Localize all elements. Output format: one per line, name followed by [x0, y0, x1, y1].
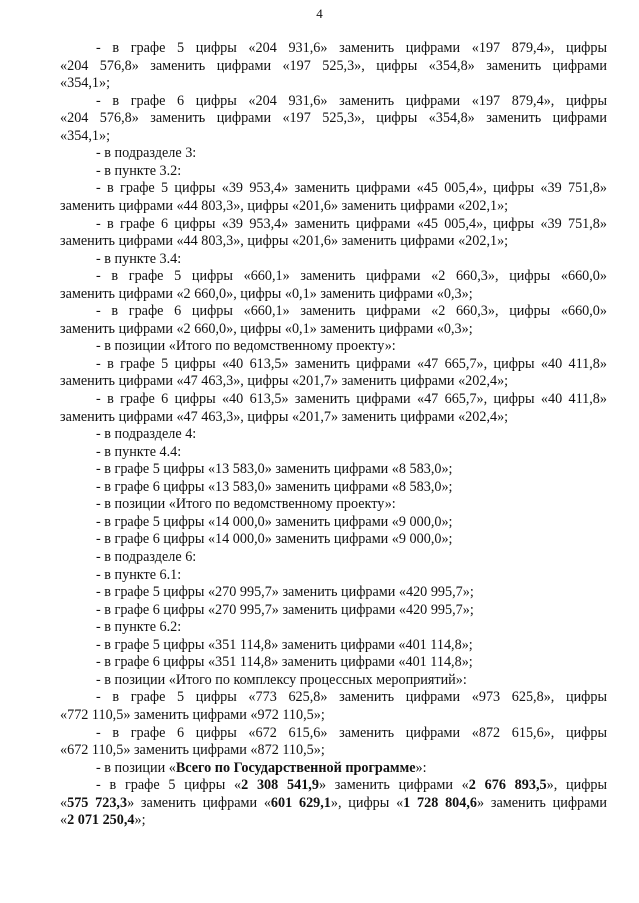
text-segment: - в графе 5 цифры «773 625,8» заменить цифрами «973 625,8», цифры — [96, 689, 607, 706]
text-segment: «672 110,5» заменить цифрами «872 110,5»; — [60, 742, 325, 758]
text-line — [60, 584, 607, 601]
text-line — [60, 409, 607, 426]
text-line — [60, 40, 607, 57]
text-segment: - в графе 6 цифры «14 000,0» заменить цифрами «9 000,0»; — [96, 531, 453, 548]
text-line — [60, 145, 607, 162]
text-line — [60, 795, 607, 812]
text-segment: - в графе 5 цифры «351 114,8» заменить цифрами «401 114,8»; — [96, 636, 473, 653]
text-segment: - в графе 6 цифры «39 953,4» заменить цифрами «45 005,4», цифры «39 751,8» — [96, 215, 607, 232]
text-line — [60, 777, 607, 794]
text-line — [60, 619, 607, 636]
text-line — [60, 233, 607, 250]
text-segment: - в позиции «Итого по ведомственному проекту»: — [96, 338, 396, 355]
text-segment: «204 576,8» заменить цифрами «197 525,3», цифры «354,8» заменить цифрами — [60, 57, 607, 74]
text-line — [60, 514, 607, 531]
text-segment: - в графе 6 цифры «13 583,0» заменить цифрами «8 583,0»; — [96, 478, 453, 495]
text-line — [60, 725, 607, 742]
text-line — [60, 567, 607, 584]
text-line — [60, 268, 607, 285]
text-line — [60, 75, 607, 92]
text-segment: - в графе 5 цифры «270 995,7» заменить цифрами «420 995,7»; — [96, 584, 474, 601]
text-segment: « — [60, 812, 68, 829]
text-line — [60, 812, 607, 829]
text-line — [60, 321, 607, 338]
text-segment: - в подразделе 3: — [96, 145, 197, 162]
text-segment: »; — [134, 812, 146, 829]
text-line — [60, 356, 607, 373]
text-segment: - в позиции «Итого по комплексу процессных мероприятий»: — [96, 671, 467, 688]
text-segment: - в подразделе 4: — [96, 426, 197, 443]
text-line — [60, 198, 607, 215]
text-line — [60, 286, 607, 303]
text-line — [60, 93, 607, 110]
text-segment: - в графе 5 цифры «204 931,6» заменить цифрами «197 879,4», цифры — [96, 40, 607, 56]
text-line — [60, 251, 607, 268]
text-segment: «204 576,8» заменить цифрами «197 525,3», цифры «354,8» заменить цифрами — [60, 110, 607, 127]
text-segment: - в пункте 6.2: — [96, 619, 182, 636]
text-segment: заменить цифрами «47 463,3», цифры «201,7» заменить цифрами «202,4»; — [60, 408, 509, 425]
text-line — [60, 479, 607, 496]
text-segment: - в пункте 3.2: — [96, 162, 182, 179]
text-segment: - в позиции «Итого по ведомственному проекту»: — [96, 496, 396, 513]
text-line — [60, 338, 607, 355]
text-line — [60, 531, 607, 548]
text-segment: - в графе 6 цифры «672 615,6» заменить цифрами «872 615,6», цифры — [96, 724, 607, 741]
text-line — [60, 444, 607, 461]
text-line — [60, 216, 607, 233]
text-line — [60, 637, 607, 654]
text-segment: - в графе 5 цифры «14 000,0» заменить цифрами «9 000,0»; — [96, 513, 453, 530]
text-segment: » заменить цифрами « — [318, 777, 469, 794]
text-segment: заменить цифрами «2 660,0», цифры «0,1» заменить цифрами «0,3»; — [60, 285, 473, 302]
text-line — [60, 426, 607, 443]
bold-text: 2 676 893,5 — [468, 777, 547, 794]
text-line — [60, 128, 607, 145]
text-segment: - в графе 6 цифры «270 995,7» заменить цифрами «420 995,7»; — [96, 601, 474, 618]
text-segment: - в графе 5 цифры «660,1» заменить цифрами «2 660,3», цифры «660,0» — [96, 268, 607, 285]
text-line — [60, 760, 607, 777]
bold-text: 575 723,3 — [67, 794, 128, 811]
text-line — [60, 391, 607, 408]
text-segment: «354,1»; — [60, 75, 111, 92]
bold-text: 1 728 804,6 — [403, 794, 477, 811]
text-segment: «772 110,5» заменить цифрами «972 110,5»; — [60, 706, 325, 723]
text-segment: - в графе 5 цифры « — [96, 777, 242, 794]
text-segment: - в пункте 4.4: — [96, 443, 182, 460]
text-segment: - в графе 6 цифры «204 931,6» заменить цифрами «197 879,4», цифры — [96, 92, 607, 109]
bold-text: Всего по Государственной программе — [175, 759, 416, 776]
text-segment: - в графе 5 цифры «13 583,0» заменить цифрами «8 583,0»; — [96, 461, 453, 478]
text-line — [60, 496, 607, 513]
text-line — [60, 303, 607, 320]
text-segment: заменить цифрами «47 463,3», цифры «201,7» заменить цифрами «202,4»; — [60, 373, 509, 390]
text-line — [60, 110, 607, 127]
text-segment: - в пункте 6.1: — [96, 566, 182, 583]
text-segment: - в графе 6 цифры «40 613,5» заменить цифрами «47 665,7», цифры «40 411,8» — [96, 391, 607, 407]
text-segment: « — [60, 794, 68, 811]
text-segment: », цифры « — [330, 794, 404, 811]
text-line — [60, 461, 607, 478]
text-line — [60, 549, 607, 566]
text-segment: заменить цифрами «2 660,0», цифры «0,1» заменить цифрами «0,3»; — [60, 320, 473, 337]
text-segment: - в графе 5 цифры «39 953,4» заменить цифрами «45 005,4», цифры «39 751,8» — [96, 180, 607, 197]
text-line — [60, 602, 607, 619]
text-segment: - в позиции « — [96, 759, 176, 776]
text-segment: » заменить цифрами — [477, 794, 607, 811]
text-line — [60, 373, 607, 390]
text-segment: - в графе 6 цифры «351 114,8» заменить цифрами «401 114,8»; — [96, 654, 473, 671]
text-line — [60, 163, 607, 180]
text-line — [60, 689, 607, 706]
text-line — [60, 707, 607, 724]
page-number: 4 — [316, 6, 323, 21]
bold-text: 2 071 250,4 — [67, 812, 135, 829]
bold-text: 601 629,1 — [270, 794, 331, 811]
text-line — [60, 58, 607, 75]
text-segment: - в подразделе 6: — [96, 549, 197, 565]
text-segment: », цифры — [546, 777, 607, 794]
text-line — [60, 180, 607, 197]
text-segment: » заменить цифрами « — [127, 794, 271, 811]
text-line — [60, 672, 607, 689]
text-segment: заменить цифрами «44 803,3», цифры «201,6» заменить цифрами «202,1»; — [60, 233, 509, 250]
text-segment: »: — [415, 759, 427, 776]
text-segment: - в пункте 3.4: — [96, 250, 182, 267]
text-segment: - в графе 6 цифры «660,1» заменить цифрами «2 660,3», цифры «660,0» — [96, 303, 607, 320]
bold-text: 2 308 541,9 — [241, 777, 319, 794]
text-segment: «354,1»; — [60, 127, 111, 144]
text-segment: заменить цифрами «44 803,3», цифры «201,6» заменить цифрами «202,1»; — [60, 198, 509, 214]
text-line — [60, 654, 607, 671]
text-segment: - в графе 5 цифры «40 613,5» заменить цифрами «47 665,7», цифры «40 411,8» — [96, 355, 607, 372]
text-line — [60, 742, 607, 759]
